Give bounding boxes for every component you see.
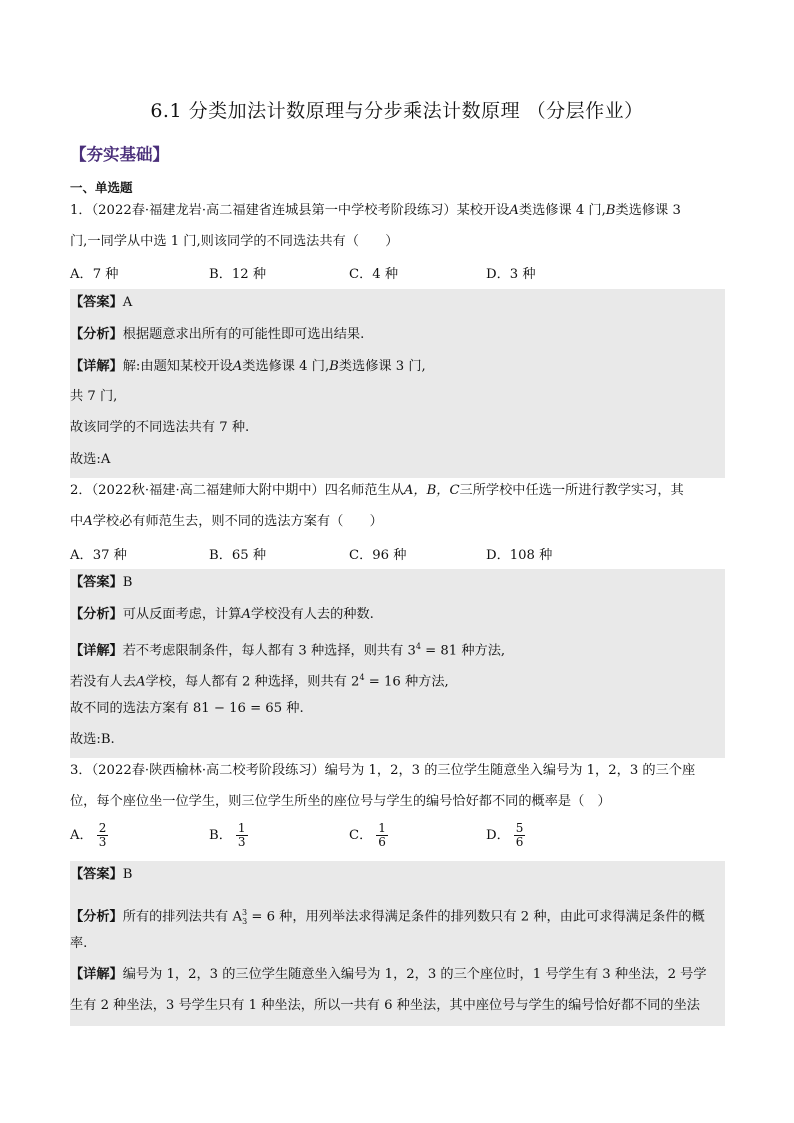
q3-option-c: C． $\frac{1}{6}$ <box>349 821 386 849</box>
q3-option-a: A． $\frac{2}{3}$ <box>70 821 107 849</box>
q1-stem-line1: 1．（2022春·福建龙岩·高二福建省连城县第一中学校考阶段练习）某校开设A类选修课 4 门,B类选修课 3 <box>70 203 681 218</box>
q1-detail-line1: 【详解】解:由题知某校开设A类选修课 4 门,B类选修课 3 门, <box>70 359 426 374</box>
q2-option-d: D．108 种 <box>486 548 553 563</box>
q3-option-c-fraction: $\frac{1}{6}$ <box>378 821 386 849</box>
q1-option-a: A．7 种 <box>70 267 119 282</box>
q1-option-c: C．4 种 <box>349 267 399 282</box>
q1-option-b: B．12 种 <box>209 267 267 282</box>
q3-option-d-fraction: $\frac{5}{6}$ <box>515 821 524 849</box>
q2-answer: 【答案】B <box>70 575 133 590</box>
q1-solution-box <box>70 289 725 478</box>
q3-detail-line1: 【详解】编号为 1，2，3 的三位学生随意坐入编号为 1，2，3 的三个座位时，1 号学生有 3 种坐法，2 号学 <box>70 967 707 982</box>
q1-detail-line4: 故选:A <box>70 452 111 467</box>
q3-detail-line2: 生有 2 种坐法，3 号学生只有 1 种坐法，所以一共有 6 种坐法，其中座位号与学生的编号恰好都不同的坐法 <box>70 998 700 1013</box>
q2-option-a: A．37 种 <box>70 548 127 563</box>
q1-answer: 【答案】A <box>70 295 133 310</box>
q2-detail-line4: 故选:B. <box>70 732 115 747</box>
q2-stem-line2: 中A学校必有师范生去，则不同的选法方案有（ ） <box>70 514 383 529</box>
q3-option-d: D． $\frac{5}{6}$ <box>486 821 524 849</box>
q3-option-b: B． $\frac{1}{3}$ <box>209 821 246 849</box>
q2-stem-line1: 2．（2022秋·福建·高二福建师大附中期中）四名师范生从A，B，C三所学校中任选一所进行教学实习，其 <box>70 483 684 498</box>
q2-detail-line3: 故不同的选法方案有 81 − 16 = 65 种. <box>70 701 304 716</box>
q3-analysis-line2: 率. <box>70 936 88 951</box>
q2-option-c: C．96 种 <box>349 548 407 563</box>
q2-analysis: 【分析】可从反面考虑，计算A学校没有人去的种数. <box>70 607 374 622</box>
q1-analysis: 【分析】根据题意求出所有的可能性即可选出结果. <box>70 327 365 342</box>
q2-detail-line2: 若没有人去A学校，每人都有 2 种选择，则共有 $2^4 = 16$ 种方法, <box>70 673 449 690</box>
q2-solution-box <box>70 569 725 758</box>
q3-answer: 【答案】B <box>70 867 133 882</box>
q3-option-a-fraction: $\frac{2}{3}$ <box>98 821 107 849</box>
q3-stem-line2: 位，每个座位坐一位学生，则三位学生所坐的座位号与学生的编号恰好都不同的概率是（ ） <box>70 794 611 809</box>
section-heading: 【夯实基础】 <box>70 145 169 164</box>
q1-stem-line2: 门,一同学从中选 1 门,则该同学的不同选法共有（ ） <box>70 234 399 249</box>
q3-stem-line1: 3．（2022春·陕西榆林·高二校考阶段练习）编号为 1，2，3 的三位学生随意坐入编号为 1，2，3 的三个座 <box>70 763 696 778</box>
q1-detail-line3: 故该同学的不同选法共有 7 种. <box>70 420 250 435</box>
q3-option-b-fraction: $\frac{1}{3}$ <box>237 821 246 849</box>
page-title: 6.1 分类加法计数原理与分步乘法计数原理 （分层作业） <box>150 100 644 122</box>
subsection-heading: 一、单选题 <box>70 180 133 195</box>
q2-option-b: B．65 种 <box>209 548 267 563</box>
q1-detail-line2: 共 7 门, <box>70 389 118 404</box>
q2-detail-line1: 【详解】若不考虑限制条件，每人都有 3 种选择，则共有 $3^4 = 81$ 种方法, <box>70 642 506 659</box>
q3-analysis-line1: 【分析】所有的排列法共有 $A^3_3 = 6$ 种，用列举法求得满足条件的排列数只有 2 种，由此可求得满足条件的概 <box>70 908 705 927</box>
q1-option-d: D．3 种 <box>486 267 536 282</box>
